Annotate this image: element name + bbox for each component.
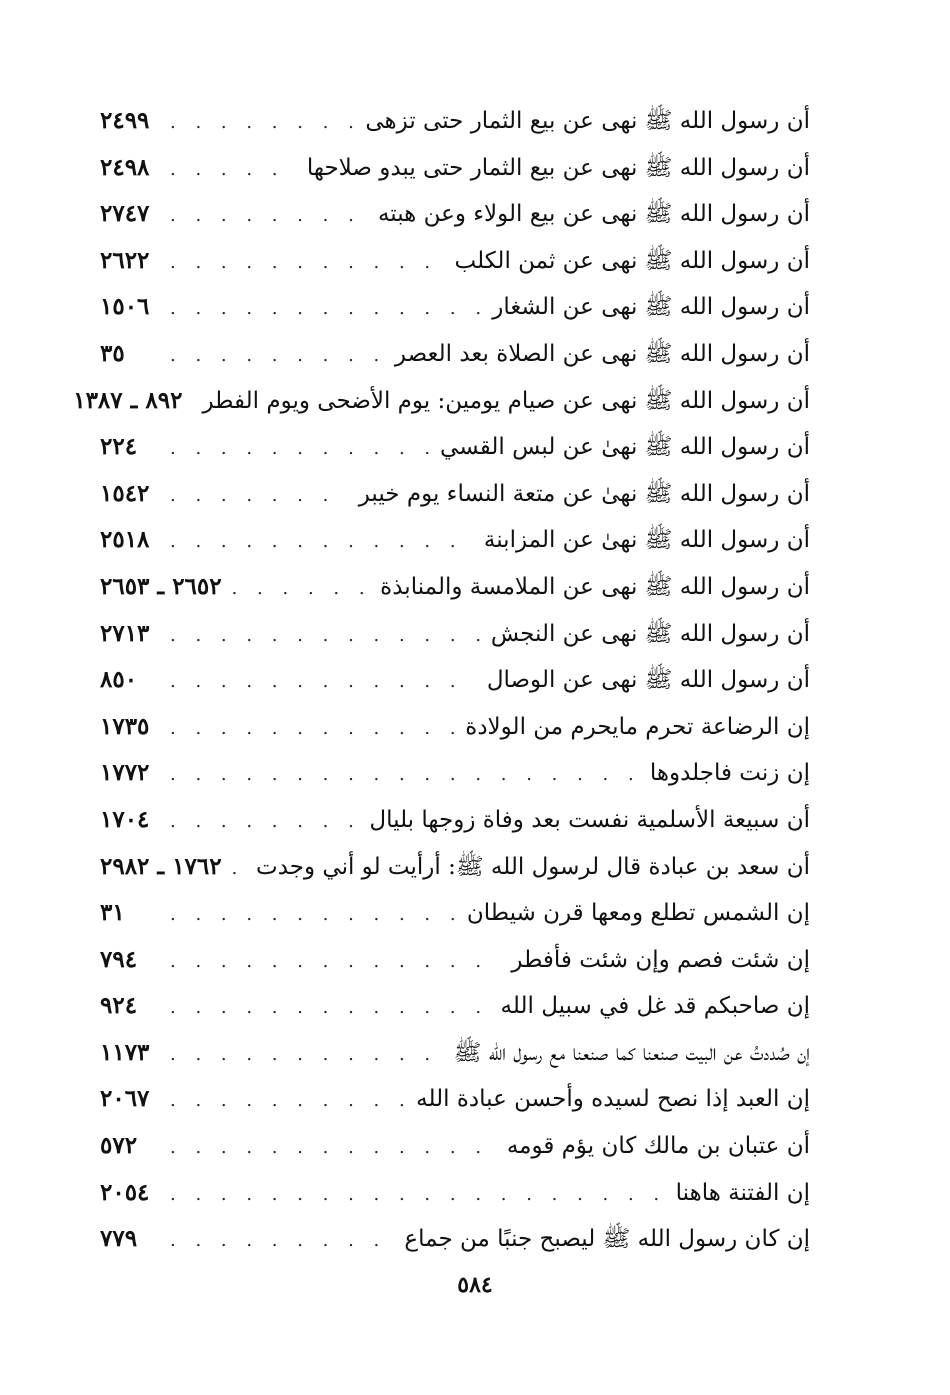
entry-text: أن رسول الله ﷺ نهىٰ عن لبس القسي <box>440 434 810 461</box>
dot-leader <box>170 147 297 194</box>
entry-text: إن الشمس تطلع ومعها قرن شيطان <box>466 900 810 927</box>
entry-reference-number: ٢٧١٣ <box>100 619 150 647</box>
entry-reference-number: ٥٧٢ <box>100 1132 138 1160</box>
entry-reference-number: ٩٢٤ <box>100 992 138 1020</box>
entry-reference-number: ٧٧٩ <box>100 1225 138 1253</box>
entry-text: أن سبيعة الأسلمية نفست بعد وفاة زوجها بليال <box>369 806 810 833</box>
entry-text: أن رسول الله ﷺ نهى عن الملامسة والمنابذة <box>380 573 810 600</box>
dot-leader <box>170 706 455 753</box>
dot-leader <box>232 846 246 893</box>
index-entry <box>100 564 810 611</box>
index-entry <box>100 238 810 285</box>
entry-reference-number: ٢٤٩٨ <box>100 153 150 181</box>
entry-text: إن كان رسول الله ﷺ ليصبح جنبًا من جماع <box>404 1226 810 1253</box>
entry-reference-number: ١٧٦٢ ـ ٢٩٨٢ <box>100 852 222 880</box>
entry-text: إن صاحبكم قد غل في سبيل الله <box>500 993 810 1020</box>
dot-leader <box>170 659 477 706</box>
index-entry <box>100 797 810 844</box>
dot-leader <box>170 1218 394 1265</box>
entry-text: إن زنت فاجلدوها <box>649 760 810 787</box>
dot-leader <box>170 1125 497 1172</box>
dot-leader <box>170 985 491 1032</box>
entry-text: أن رسول الله ﷺ نهى عن ثمن الكلب <box>454 247 810 274</box>
index-entry <box>100 1123 810 1170</box>
entry-text: أن رسول الله ﷺ نهى عن الوصال <box>486 667 810 694</box>
entry-reference-number: ٢٢٤ <box>100 433 138 461</box>
index-entry <box>100 98 810 145</box>
entry-text: أن عتبان بن مالك كان يؤم قومه <box>506 1133 810 1160</box>
dot-leader <box>170 333 385 380</box>
entry-text: إن الرضاعة تحرم مايحرم من الولادة <box>465 713 810 740</box>
entry-reference-number: ٨٩٢ ـ ١٣٨٧ <box>73 386 183 414</box>
index-entry <box>100 983 810 1030</box>
entry-text: أن رسول الله ﷺ نهى عن الشغار <box>492 294 810 321</box>
entry-text: إن شئت فصم وإن شئت فأفطر <box>511 946 810 973</box>
index-entry <box>100 611 810 658</box>
entry-text: أن رسول الله ﷺ نهى عن صيام يومين: يوم الأضحى ويوم الفطر <box>202 387 810 414</box>
entry-reference-number: ٨٥٠ <box>100 666 138 694</box>
entry-reference-number: ١٥٠٦ <box>100 293 150 321</box>
entry-reference-number: ٢٦٥٢ ـ ٢٦٥٣ <box>100 572 222 600</box>
entry-text: أن رسول الله ﷺ نهى عن النجش <box>490 620 810 647</box>
entry-text: أن رسول الله ﷺ نهى عن الصلاة بعد العصر <box>394 340 810 367</box>
entry-reference-number: ١٧٣٥ <box>100 712 150 740</box>
entry-reference-number: ١٧٠٤ <box>100 805 150 833</box>
index-entry <box>100 844 810 891</box>
dot-leader <box>170 426 430 473</box>
entry-reference-number: ٢٥١٨ <box>100 526 150 554</box>
dot-leader <box>232 566 371 613</box>
entry-text: إن الفتنة هاهنا <box>675 1179 810 1206</box>
index-entry <box>100 750 810 797</box>
entry-text: أن رسول الله ﷺ نهى عن بيع الولاء وعن هبته <box>377 201 810 228</box>
index-entry <box>100 890 810 937</box>
entry-text: إن العبد إذا نصح لسيده وأحسن عبادة الله <box>416 1086 810 1113</box>
dot-leader <box>170 100 355 147</box>
index-entry <box>100 471 810 518</box>
entry-reference-number: ٧٩٤ <box>100 945 138 973</box>
dot-leader <box>170 193 368 240</box>
dot-leader <box>170 519 474 566</box>
index-entry <box>100 517 810 564</box>
dot-leader <box>170 1078 406 1125</box>
entry-text: إن صُددتُ عن البيت صنعنا كما صنعنا مع رسول الله ﷺ <box>453 1039 810 1066</box>
dot-leader <box>170 473 349 520</box>
dot-leader <box>170 240 445 287</box>
dot-leader <box>170 799 359 846</box>
entry-reference-number: ١٧٧٢ <box>100 759 150 787</box>
entry-text: أن سعد بن عبادة قال لرسول الله ﷺ: أرأيت لو أني وجدت <box>256 853 810 880</box>
index-entry <box>100 145 810 192</box>
entry-reference-number: ١١٧٣ <box>100 1038 150 1066</box>
dot-leader <box>170 1172 666 1219</box>
entry-reference-number: ٢٠٥٤ <box>100 1178 150 1206</box>
index-entry <box>100 704 810 751</box>
entry-text: أن رسول الله ﷺ نهى عن بيع الثمار حتى تزهى <box>365 108 810 134</box>
hadith-index-list <box>73 98 810 1263</box>
entry-reference-number: ٢٤٩٩ <box>100 107 150 134</box>
dot-leader <box>170 1032 444 1079</box>
entry-text: أن رسول الله ﷺ نهىٰ عن متعة النساء يوم خيبر <box>358 480 810 507</box>
index-entry <box>100 1170 810 1217</box>
dot-leader <box>170 752 640 799</box>
index-entry <box>100 424 810 471</box>
entry-reference-number: ١٥٤٢ <box>100 479 150 507</box>
dot-leader <box>170 613 481 660</box>
index-entry <box>100 1076 810 1123</box>
dot-leader <box>170 286 482 333</box>
dot-leader <box>170 939 501 986</box>
index-entry <box>100 191 810 238</box>
page-number: ٥٨٤ <box>457 1272 493 1298</box>
index-entry <box>100 657 810 704</box>
entry-reference-number: ٢٧٤٧ <box>100 200 150 228</box>
entry-text: أن رسول الله ﷺ نهى عن بيع الثمار حتى يبدو صلاحها <box>306 154 810 181</box>
entry-reference-number: ٣٥ <box>100 339 125 367</box>
entry-text: أن رسول الله ﷺ نهىٰ عن المزابنة <box>483 527 810 554</box>
index-entry <box>100 331 810 378</box>
index-entry <box>100 284 810 331</box>
entry-reference-number: ٢٦٢٢ <box>100 246 150 274</box>
index-entry <box>100 937 810 984</box>
entry-reference-number: ٣١ <box>100 899 125 927</box>
index-entry <box>73 378 810 425</box>
entry-reference-number: ٢٠٦٧ <box>100 1085 150 1113</box>
dot-leader <box>170 892 457 939</box>
index-entry <box>100 1030 810 1077</box>
index-entry <box>100 1216 810 1263</box>
